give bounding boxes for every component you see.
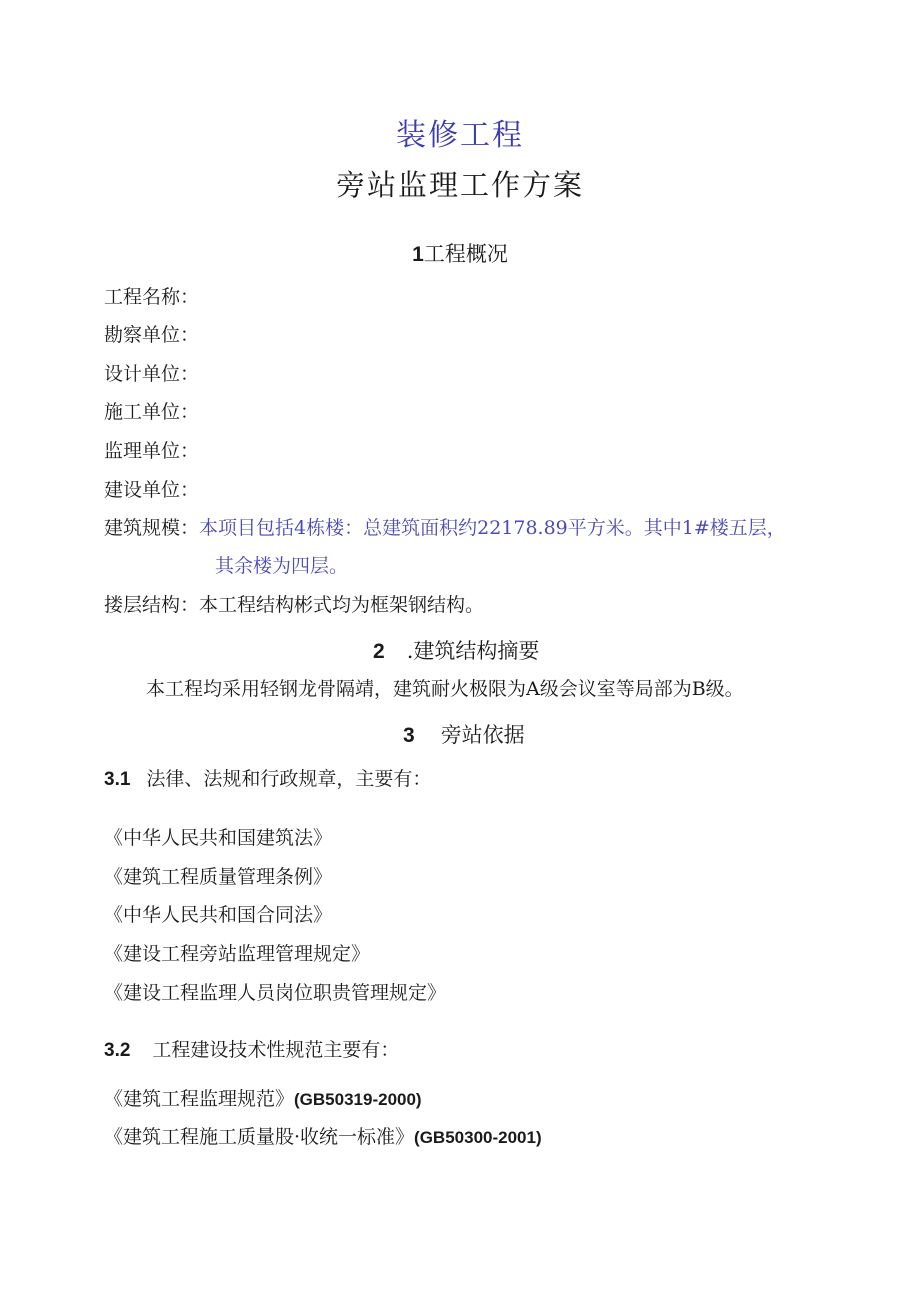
- section-3-title: 旁站依据: [440, 723, 525, 747]
- field-project-name: [104, 288, 199, 307]
- field-construction-unit: [104, 403, 199, 422]
- subsection-3-2-number: 3.2: [104, 1040, 131, 1061]
- field-design-unit: [104, 365, 199, 384]
- law-item: 《建筑工程质量管理条例》: [104, 866, 333, 888]
- section-1-title: 工程概况: [423, 242, 508, 266]
- law-item: 《建设工程监理人员岗位职贵管理规定》: [104, 982, 447, 1004]
- subsection-3-1: [104, 770, 431, 789]
- field-label: 施工单位：: [104, 401, 200, 423]
- subsection-3-2: [104, 1041, 399, 1060]
- standard-code: (GB50300-2001): [414, 1128, 542, 1147]
- law-item: 《建设工程旁站监理管理规定》: [104, 943, 371, 965]
- field-label: 勘察单位：: [104, 324, 200, 346]
- building-scale-line-1: 本项目包括4栋楼：总建筑面积约22178.89平方米。其中1#楼五层，: [199, 517, 786, 539]
- section-2-heading: [373, 641, 539, 662]
- section-2-title: .建筑结构摘要: [406, 639, 540, 663]
- section-1-heading: [0, 244, 920, 265]
- field-label: 建设单位：: [104, 479, 200, 501]
- section-1-number: 1: [412, 243, 424, 266]
- field-label: 建筑规模：: [104, 517, 200, 539]
- law-item: 《中华人民共和国合同法》: [104, 904, 333, 926]
- field-supervision-unit: [104, 442, 199, 461]
- standard-item: [104, 1128, 542, 1147]
- document-title: 装修工程: [396, 118, 524, 153]
- subsection-3-1-text: 法律、法规和行政规章，主要有：: [146, 768, 432, 790]
- section-2-text: 本工程均采用轻钢龙骨隔靖，建筑耐火极限为A级会议室等局部为B级。: [146, 678, 744, 700]
- field-label: 工程名称：: [104, 286, 200, 308]
- section-2-number: 2: [373, 640, 385, 663]
- field-label: 设计单位：: [104, 363, 200, 385]
- field-label: 搂层结构：: [104, 594, 200, 616]
- field-label: 监理单位：: [104, 440, 200, 462]
- building-scale-line-2: 其余楼为四层。: [215, 555, 349, 577]
- section-3-heading: [403, 725, 525, 746]
- field-value: 本工程结构彬式均为框架钢结构。: [199, 594, 485, 616]
- field-owner-unit: [104, 481, 199, 500]
- section-3-number: 3: [403, 724, 415, 747]
- standard-item: [104, 1090, 422, 1109]
- field-survey-unit: [104, 326, 199, 345]
- standard-name: 《建筑工程监理规范》: [104, 1088, 295, 1110]
- standard-name: 《建筑工程施工质量股·收统一标准》: [104, 1126, 415, 1148]
- subsection-3-1-number: 3.1: [104, 769, 131, 790]
- subsection-3-2-text: 工程建设技术性规范主要有：: [152, 1039, 400, 1061]
- law-item: 《中华人民共和国建筑法》: [104, 827, 333, 849]
- standard-code: (GB50319-2000): [294, 1090, 422, 1109]
- field-building-scale: [104, 519, 786, 538]
- field-floor-structure: [104, 596, 484, 615]
- document-subtitle: 旁站监理工作方案: [335, 168, 584, 202]
